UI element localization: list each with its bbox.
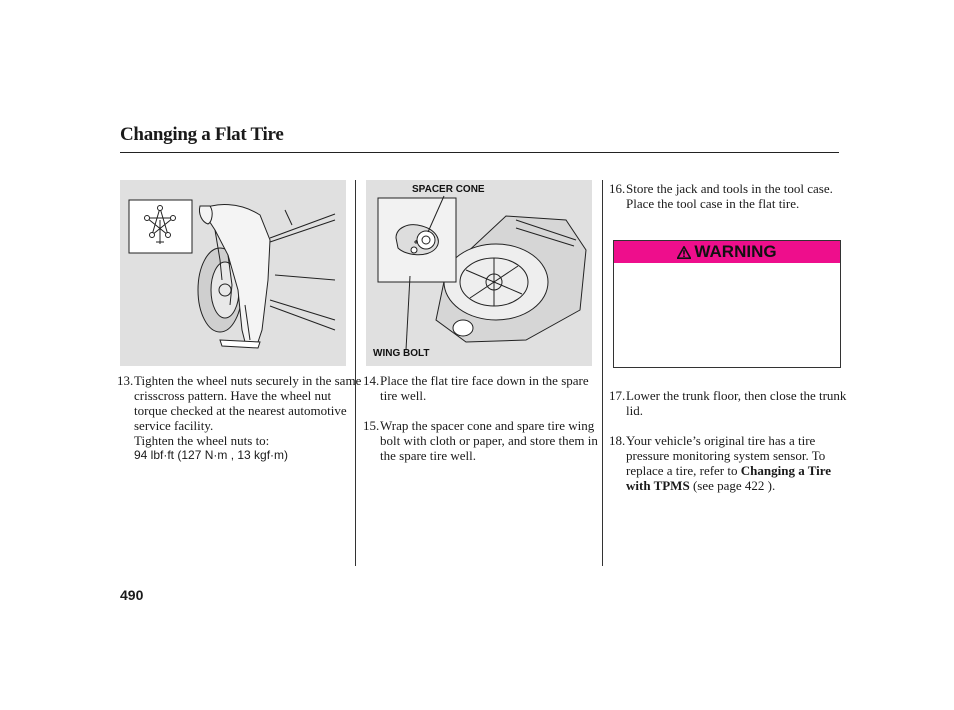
step-number: 15. xyxy=(363,418,380,433)
page-title: Changing a Flat Tire xyxy=(120,124,284,145)
torque-spec: 94 lbf·ft (127 N·m , 13 kgf·m) xyxy=(134,448,289,462)
step-text: Wrap the spacer cone and spare tire wing bolt with cloth or paper, and store them in the spare tire well. xyxy=(380,418,598,463)
spacer-cone-label: SPACER CONE xyxy=(412,184,485,195)
warning-triangle-icon xyxy=(677,246,691,259)
step-number: 13. xyxy=(117,373,134,388)
step-number: 14. xyxy=(363,373,380,388)
step-number: 18. xyxy=(609,433,626,448)
step-15 xyxy=(363,418,608,463)
step-14 xyxy=(363,373,608,403)
page-number: 490 xyxy=(120,587,144,603)
tpms-link[interactable]: Changing a Tire with TPMS xyxy=(626,463,832,493)
step-13 xyxy=(117,373,362,463)
step-text: Lower the trunk floor, then close the trunk lid. xyxy=(626,388,847,418)
step-text: Store the jack and tools in the tool case. Place the tool case in the flat tire. xyxy=(626,181,833,211)
title-rule xyxy=(120,152,839,153)
warning-box xyxy=(613,240,841,368)
step-16 xyxy=(609,181,856,211)
step-text: Tighten the wheel nuts securely in the same crisscross pattern. Have the wheel nut torque checked at the nearest automotive service facility. xyxy=(134,373,362,433)
step-number: 16. xyxy=(609,181,626,196)
step-text: Your vehicle’s original tire has a tire pressure monitoring system sensor. To replace a tire, refer to xyxy=(626,433,826,478)
warning-label: WARNING xyxy=(694,242,777,261)
wing-bolt-label: WING BOLT xyxy=(373,348,430,359)
step-18 xyxy=(609,433,856,493)
page-ref: (see page 422 ). xyxy=(692,478,776,493)
step-number: 17. xyxy=(609,388,626,403)
tighten-nuts-illustration xyxy=(120,180,346,366)
warning-header xyxy=(614,241,840,263)
step-13-sub: Tighten the wheel nuts to: xyxy=(134,433,270,448)
spare-tire-well-illustration xyxy=(366,180,592,366)
step-17 xyxy=(609,388,856,418)
step-text: Place the flat tire face down in the spare tire well. xyxy=(380,373,589,403)
